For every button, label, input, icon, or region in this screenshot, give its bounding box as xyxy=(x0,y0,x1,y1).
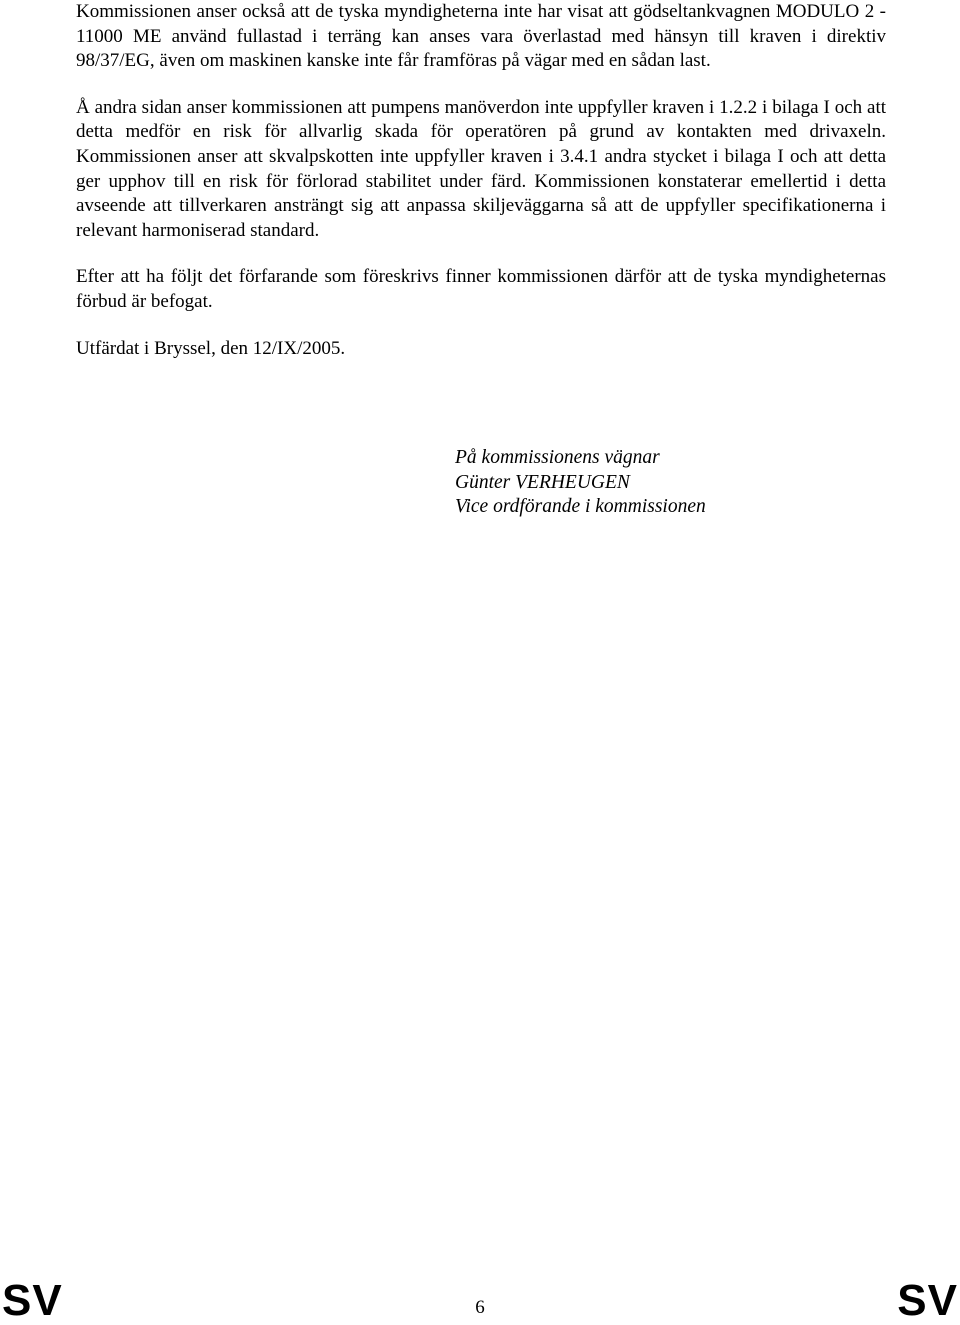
footer-language-code-right: SV xyxy=(897,1276,958,1325)
signature-line-on-behalf: På kommissionens vägnar xyxy=(455,447,660,468)
footer-language-code-left: SV xyxy=(2,1276,63,1325)
date-line: Utfärdat i Bryssel, den 12/IX/2005. xyxy=(76,337,346,359)
signature-line-title: Vice ordförande i kommissionen xyxy=(455,496,706,517)
signature-block xyxy=(455,446,706,520)
paragraph-2: Å andra sidan anser kommissionen att pumpens manöverdon inte uppfyller kraven i 1.2.2 i bilaga I och att detta medför en risk för allvarlig skada för operatören på grund av kontakten med drivaxeln. Kommissionen anser att skvalpskotten inte uppfyller kraven i 3.4.1 andra stycket i bilaga I och att detta ger upphov till en risk för förlorad stabilitet under färd. Kommissionen konstaterar emellertid i detta avseende att tillverkaren ansträngt sig att anpassa skiljeväggarna så att de uppfyller specifikationerna i relevant harmoniserad standard. xyxy=(76,96,886,241)
paragraph-1: Kommissionen anser också att de tyska myndigheterna inte har visat att gödseltankvagnen MODULO 2 - 11000 ME använd fullastad i terräng kan anses vara överlastad med hänsyn till kraven i direktiv 98/37/EG, även om maskinen kanske inte får framföras på vägar med en sådan last. xyxy=(76,1,886,72)
signature-line-name: Günter VERHEUGEN xyxy=(455,471,630,493)
page-number: 6 xyxy=(475,1297,485,1318)
document-body xyxy=(76,0,886,383)
paragraph-3: Efter att ha följt det förfarande som föreskrivs finner kommissionen därför att de tyska myndigheternas förbud är befogat. xyxy=(76,266,886,312)
